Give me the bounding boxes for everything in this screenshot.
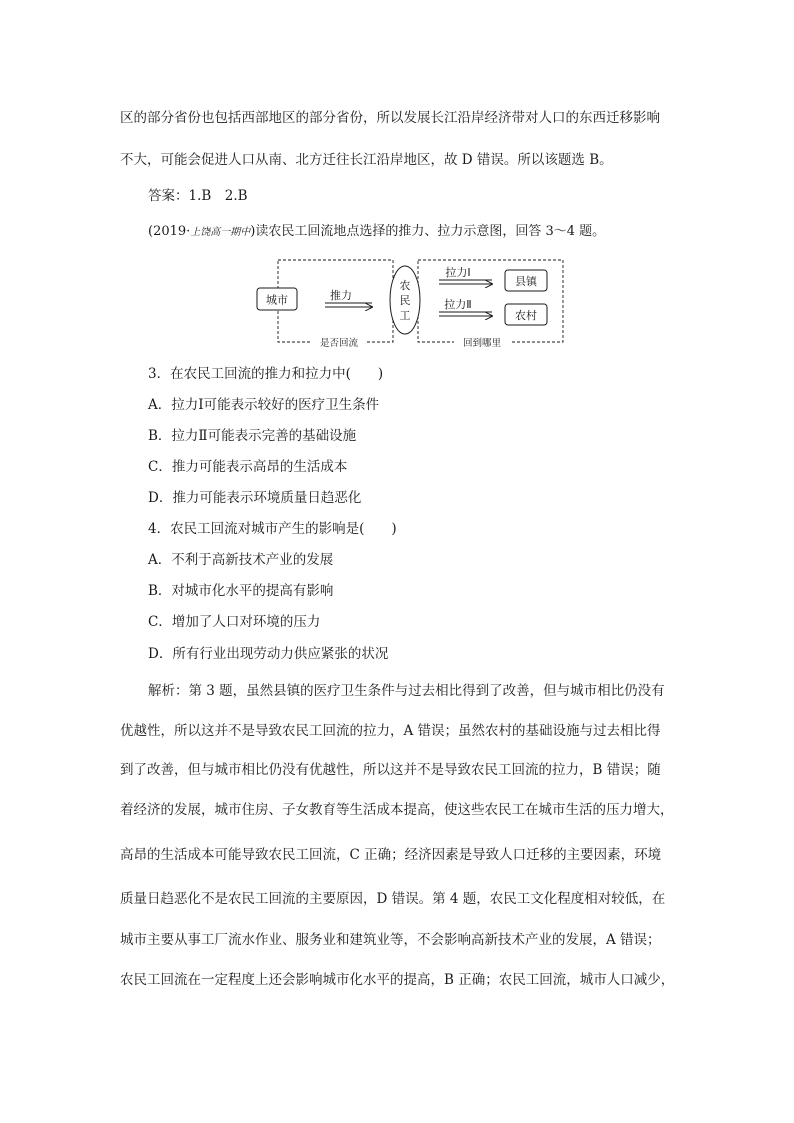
q3-option-a: A．拉力Ⅰ可能表示较好的医疗卫生条件 [148, 397, 380, 413]
city-label: 城市 [266, 293, 288, 307]
pull1-label: 拉力Ⅰ [445, 266, 471, 279]
analysis-line-5: 高昂的生活成本可能导致农民工回流，C 正确；经济因素是导致人口迁移的主要因素，环境 [120, 847, 662, 863]
worker-char-1: 农 [399, 279, 411, 292]
q3-option-b: B．拉力Ⅱ可能表示完善的基础设施 [148, 428, 357, 444]
source-tag: 上饶高一期中 [190, 227, 251, 238]
village-label: 农村 [515, 309, 537, 322]
analysis-line-8: 农民工回流在一定程度上还会影响城市化水平的提高，B 正确；农民工回流，城市人口减少， [120, 972, 675, 988]
q3-option-d: D．推力可能表示环境质量日趋恶化 [148, 490, 362, 506]
q4-option-a: A．不利于高新技术产业的发展 [148, 552, 334, 568]
town-label: 县镇 [515, 275, 537, 288]
analysis-line-7: 城市主要从事工厂流水作业、服务业和建筑业等，不会影响高新技术产业的发展，A 错误； [120, 932, 661, 948]
analysis-line-2: 优越性，所以这并不是导致农民工回流的拉力，A 错误；虽然农村的基础设施与过去相比得 [120, 723, 661, 739]
analysis-line-6: 质量日趋恶化不是农民工回流的主要原因，D 错误。第 4 题，农民工文化程度相对较低，在 [120, 891, 666, 907]
q3-stem: 3．在农民工回流的推力和拉力中( ) [148, 366, 384, 382]
source-suffix: )读农民工回流地点选择的推力、拉力示意图，回答 3～4 题。 [250, 224, 606, 239]
q4-option-d: D．所有行业出现劳动力供应紧张的状况 [148, 646, 389, 662]
explanation-line-2: 不大，可能会促进人口从南、北方迁往长江沿岸地区，故 D 错误。所以该题选 B。 [120, 152, 613, 168]
push-label: 推力 [330, 289, 352, 302]
push-pull-diagram [255, 258, 567, 354]
q4-stem: 4．农民工回流对城市产生的影响是( ) [148, 521, 397, 537]
source-line [148, 222, 605, 243]
analysis-line-3: 到了改善，但与城市相比仍没有优越性，所以这并不是导致农民工回流的拉力，B 错误；随 [120, 762, 661, 778]
worker-char-2: 民 [399, 294, 411, 307]
explanation-line-1: 区的部分省份也包括西部地区的部分省份，所以发展长江沿岸经济带对人口的东西迁移影响 [120, 110, 660, 126]
analysis-line-4: 着经济的发展，城市住房、子女教育等生活成本提高，使这些农民工在城市生活的压力增大， [120, 802, 674, 818]
left-caption: 是否回流 [319, 338, 359, 349]
analysis-line-1: 解析：第 3 题，虽然县镇的医疗卫生条件与过去相比得到了改善，但与城市相比仍没有 [148, 683, 665, 699]
q3-option-c: C．推力可能表示高昂的生活成本 [148, 459, 348, 475]
q4-option-c: C．增加了人口对环境的压力 [148, 614, 321, 630]
answer-line: 答案：1.B 2.B [148, 188, 248, 204]
q4-option-b: B．对城市化水平的提高有影响 [148, 583, 334, 599]
worker-char-3: 工 [399, 309, 411, 322]
right-caption: 回到哪里 [462, 338, 502, 349]
source-prefix: (2019· [148, 224, 191, 239]
pull2-label: 拉力Ⅱ [444, 298, 472, 311]
